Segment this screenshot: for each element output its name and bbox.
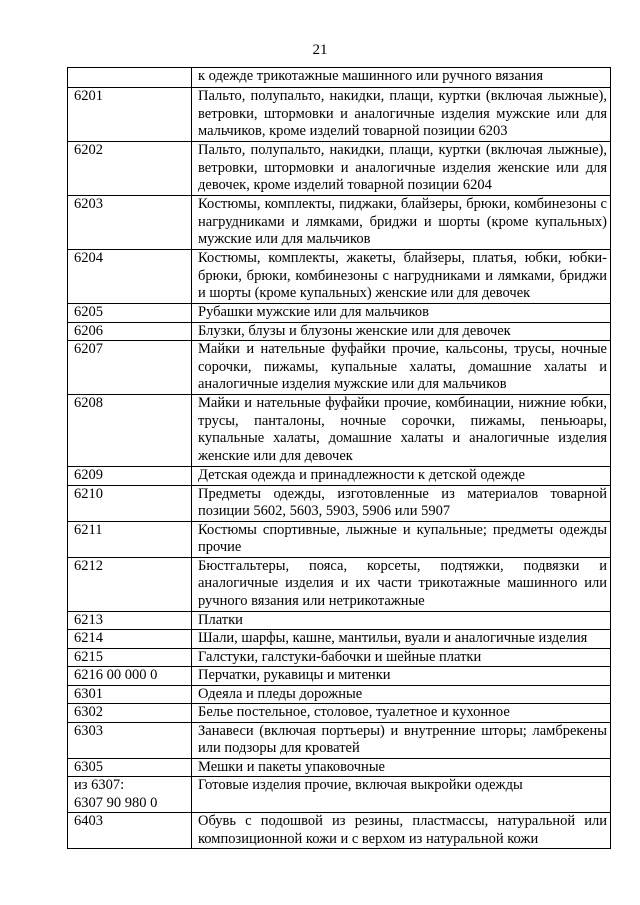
code-cell: [68, 88, 192, 142]
table-row: [68, 667, 611, 686]
tnved-codes-table: [67, 67, 611, 849]
description-text: Костюмы спортивные, лыжные и купальные; предметы одежды прочие: [198, 521, 607, 555]
code-cell: [68, 196, 192, 250]
description-text: Пальто, полупальто, накидки, плащи, куртки (включая лыжные), ветровки, штормовки и аналогичные изделия мужские или для мальчиков, кроме изделий товарной позиции 6203: [198, 88, 607, 139]
table-row: [68, 704, 611, 723]
description-cell: [192, 142, 611, 196]
table-row: [68, 685, 611, 704]
description-text: Белье постельное, столовое, туалетное и кухонное: [198, 704, 510, 720]
description-text: Перчатки, рукавицы и митенки: [198, 667, 391, 683]
description-text: Майки и нательные фуфайки прочие, комбинации, нижние юбки, трусы, панталоны, ночные сорочки, пижамы, пеньюары, купальные халаты, домашние халаты и аналогичные изделия женские или для девочек: [198, 395, 607, 464]
table-row: [68, 648, 611, 667]
description-text: Предметы одежды, изготовленные из материалов товарной позиции 5602, 5603, 5903, 5906 или 5907: [198, 485, 607, 519]
code-text: 6202: [74, 142, 103, 158]
description-text: Пальто, полупальто, накидки, плащи, куртки (включая лыжные), ветровки, штормовки и аналогичные изделия женские или для девочек, кроме изделий товарной позиции 6204: [198, 142, 607, 193]
code-cell: [68, 557, 192, 611]
code-cell: [68, 758, 192, 777]
code-text: 6213: [74, 611, 103, 628]
code-text: 6208: [74, 395, 103, 411]
description-text: Шали, шарфы, кашне, мантильи, вуали и аналогичные изделия: [198, 630, 588, 646]
code-text: 6211: [74, 521, 103, 538]
code-cell: [68, 250, 192, 304]
table-row: [68, 196, 611, 250]
description-text: Рубашки мужские или для мальчиков: [198, 304, 429, 320]
description-text: Детская одежда и принадлежности к детской одежде: [198, 467, 525, 483]
table-row: [68, 322, 611, 341]
description-cell: [192, 68, 611, 88]
description-text: Костюмы, комплекты, пиджаки, блайзеры, брюки, комбинезоны с нагрудниками и лямками, бриджи и шорты (кроме купальных) мужские или для мальчиков: [198, 196, 607, 247]
code-cell: [68, 322, 192, 341]
code-text: 6214: [74, 630, 103, 646]
description-cell: [192, 777, 611, 813]
description-cell: [192, 467, 611, 486]
code-cell: [68, 68, 192, 88]
description-cell: [192, 88, 611, 142]
table-row: [68, 813, 611, 849]
description-cell: [192, 758, 611, 777]
code-cell: [68, 485, 192, 521]
table-row: [68, 142, 611, 196]
table-row: [68, 68, 611, 88]
code-text: 6301: [74, 685, 103, 702]
code-cell: [68, 611, 192, 630]
description-cell: [192, 250, 611, 304]
description-text: Майки и нательные фуфайки прочие, кальсоны, трусы, ночные сорочки, пижамы, купальные халаты, домашние халаты и аналогичные изделия мужские или для мальчиков: [198, 341, 607, 392]
description-text: к одежде трикотажные машинного или ручного вязания: [198, 68, 543, 84]
description-cell: [192, 630, 611, 649]
description-text: Обувь с подошвой из резины, пластмассы, натуральной или композиционной кожи и с верхом из натуральной кожи: [198, 813, 607, 847]
description-cell: [192, 685, 611, 704]
description-cell: [192, 722, 611, 758]
code-cell: [68, 704, 192, 723]
code-text: из 6307:: [74, 777, 125, 793]
code-cell: [68, 630, 192, 649]
code-text: 6403: [74, 813, 103, 829]
table-row: [68, 630, 611, 649]
description-text: Галстуки, галстуки-бабочки и шейные платки: [198, 648, 482, 665]
code-text: 6201: [74, 88, 103, 104]
code-cell: [68, 667, 192, 686]
description-cell: [192, 611, 611, 630]
description-text: Платки: [198, 611, 243, 628]
code-text: 6307 90 980 0: [74, 794, 158, 811]
description-text: Готовые изделия прочие, включая выкройки одежды: [198, 777, 523, 793]
code-text: 6204: [74, 250, 103, 266]
description-cell: [192, 813, 611, 849]
description-cell: [192, 395, 611, 467]
code-text: 6207: [74, 341, 103, 357]
code-text: 6305: [74, 758, 103, 775]
code-text: 6209: [74, 467, 103, 483]
description-cell: [192, 521, 611, 557]
code-cell: [68, 648, 192, 667]
code-text: 6216 00 000 0: [74, 667, 158, 683]
code-cell: [68, 304, 192, 323]
code-cell: [68, 142, 192, 196]
description-text: Одеяла и пледы дорожные: [198, 685, 363, 702]
description-cell: [192, 341, 611, 395]
description-cell: [192, 485, 611, 521]
table-row: [68, 88, 611, 142]
table-row: [68, 485, 611, 521]
description-cell: [192, 322, 611, 341]
table-row: [68, 611, 611, 630]
code-cell: [68, 722, 192, 758]
description-text: Блузки, блузы и блузоны женские или для девочек: [198, 322, 511, 339]
description-text: Занавеси (включая портьеры) и внутренние шторы; ламбрекены или подзоры для кроватей: [198, 722, 607, 756]
code-text: 6206: [74, 322, 103, 339]
description-cell: [192, 557, 611, 611]
description-cell: [192, 648, 611, 667]
code-cell: [68, 813, 192, 849]
code-text: 6303: [74, 722, 103, 739]
code-cell: [68, 685, 192, 704]
code-cell: [68, 467, 192, 486]
description-text: Бюстгальтеры, пояса, корсеты, подтяжки, подвязки и аналогичные изделия и их части трикотажные машинного или ручного вязания или нетрикотажные: [198, 557, 607, 609]
description-text: Мешки и пакеты упаковочные: [198, 758, 385, 775]
table-row: [68, 304, 611, 323]
table-row: [68, 341, 611, 395]
table-row: [68, 250, 611, 304]
description-cell: [192, 304, 611, 323]
code-text: 6210: [74, 485, 103, 502]
table-row: [68, 467, 611, 486]
code-text: 6203: [74, 196, 103, 212]
table-row: [68, 777, 611, 813]
description-text: Костюмы, комплекты, жакеты, блайзеры, платья, юбки, юбки-брюки, брюки, комбинезоны с нагрудниками и лямками, бриджи и шорты (кроме купальных) женские или для девочек: [198, 250, 607, 301]
code-text: 6205: [74, 304, 103, 320]
code-text: 6302: [74, 704, 103, 720]
table-row: [68, 557, 611, 611]
description-cell: [192, 667, 611, 686]
page-number: 21: [312, 42, 328, 58]
table-row: [68, 521, 611, 557]
code-cell: [68, 521, 192, 557]
table-row: [68, 395, 611, 467]
code-cell: [68, 341, 192, 395]
table-row: [68, 758, 611, 777]
code-text: 6215: [74, 648, 103, 665]
description-cell: [192, 704, 611, 723]
description-cell: [192, 196, 611, 250]
code-cell: [68, 777, 192, 813]
code-text: 6212: [74, 557, 103, 574]
code-cell: [68, 395, 192, 467]
table-row: [68, 722, 611, 758]
